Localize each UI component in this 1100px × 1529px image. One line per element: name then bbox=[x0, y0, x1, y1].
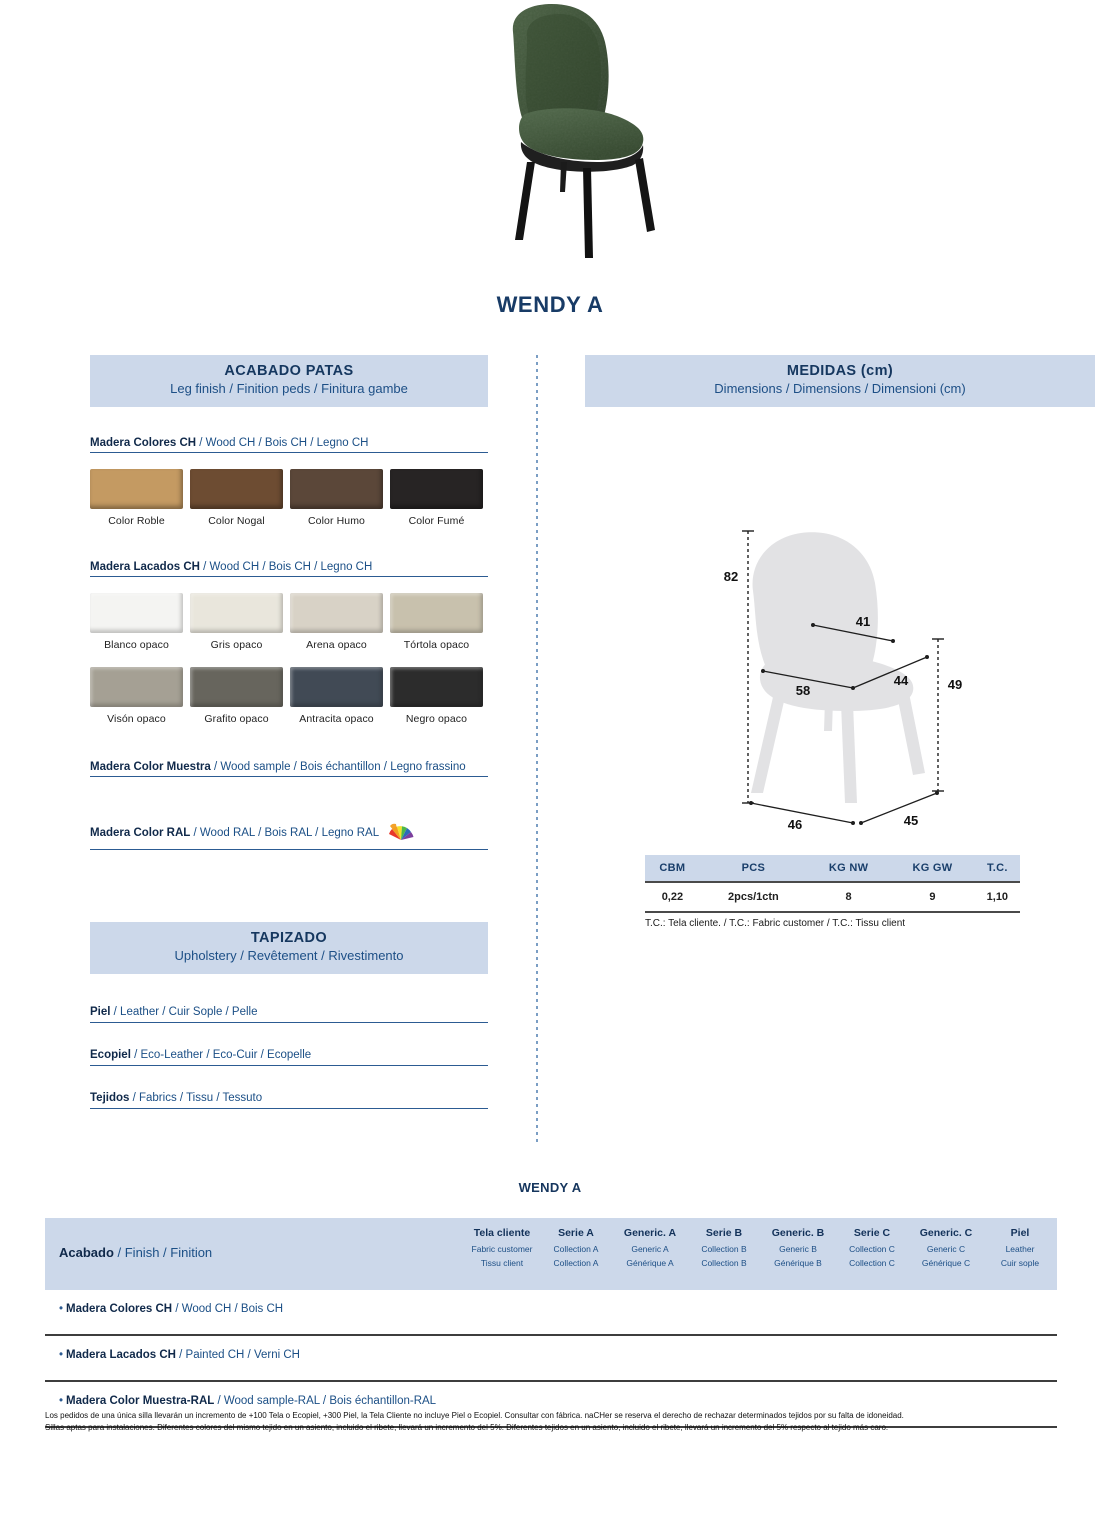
swatch-item[interactable] bbox=[290, 667, 383, 725]
upholstery-tejidos-bold: Tejidos bbox=[90, 1092, 130, 1105]
lacquer-swatch[interactable] bbox=[290, 667, 383, 707]
price-col-sub-fr: Collection B bbox=[701, 1257, 747, 1268]
lacquer-swatch[interactable] bbox=[290, 593, 383, 633]
price-row-madera-colores[interactable] bbox=[45, 1290, 1057, 1336]
upholstery-piel-rest: / Leather / Cuir Sople / Pelle bbox=[110, 1006, 258, 1019]
price-col-sub-en: Leather bbox=[1005, 1243, 1035, 1254]
price-row-label-rest: / Painted CH / Verni CH bbox=[175, 1349, 300, 1361]
medidas-title: MEDIDAS (cm) bbox=[786, 363, 894, 379]
price-col-generic-b bbox=[761, 1218, 835, 1290]
swatch-label: Arena opaco bbox=[306, 639, 367, 652]
price-column-headers bbox=[465, 1218, 1057, 1290]
swatch-item[interactable] bbox=[390, 469, 483, 527]
price-row-madera-lacados[interactable] bbox=[45, 1336, 1057, 1382]
madera-ral-heading-rest: / Wood RAL / Bois RAL / Legno RAL bbox=[190, 827, 379, 840]
chair-line-drawing bbox=[585, 473, 1085, 843]
finish-label-bold: Acabado bbox=[59, 1245, 114, 1260]
madera-muestra-heading bbox=[90, 761, 488, 777]
swatch-label: Negro opaco bbox=[405, 713, 468, 726]
shipping-header-tc: T.C. bbox=[975, 855, 1020, 882]
price-col-sub-en: Fabric customer bbox=[471, 1243, 533, 1254]
price-row-label-bold: Madera Lacados CH bbox=[66, 1349, 176, 1361]
madera-colores-heading bbox=[90, 437, 488, 453]
swatch-label: Color Roble bbox=[108, 515, 165, 528]
tapizado-subtitle: Upholstery / Revêtement / Rivestimento bbox=[174, 948, 404, 964]
medidas-subtitle: Dimensions / Dimensions / Dimensioni (cm) bbox=[714, 381, 966, 397]
footer-line-1: Los pedidos de una única silla llevarán un incremento de +100 Tela o Ecopiel, +300 Piel, la Tela Cliente no incluye Piel o Ecopiel. Consultar con fábrica. naCHer se reserva el derecho de rechazar determinados tejidos por su falta de idoneidad. bbox=[45, 1411, 904, 1420]
shipping-table-header-row bbox=[645, 855, 1020, 882]
swatch-label: Antracita opaco bbox=[299, 713, 374, 726]
wood-swatch-row bbox=[90, 469, 488, 527]
price-table-header bbox=[45, 1218, 1057, 1290]
upholstery-ecopiel-row[interactable] bbox=[90, 1049, 488, 1066]
shipping-value-kggw: 9 bbox=[890, 882, 974, 912]
lacquer-swatch-row-2 bbox=[90, 667, 488, 725]
price-col-sub-en: Collection B bbox=[701, 1243, 747, 1254]
madera-muestra-heading-bold: Madera Color Muestra bbox=[90, 761, 211, 774]
lacquer-swatch[interactable] bbox=[390, 593, 483, 633]
price-col-title: Serie C bbox=[853, 1227, 891, 1239]
swatch-label: Color Nogal bbox=[208, 515, 265, 528]
wood-swatch[interactable] bbox=[390, 469, 483, 509]
measure-46: 46 bbox=[787, 817, 803, 833]
dimensions-column bbox=[585, 355, 1095, 929]
swatch-label: Visón opaco bbox=[107, 713, 166, 726]
shipping-value-pcs: 2pcs/1ctn bbox=[700, 882, 807, 912]
swatch-label: Grafito opaco bbox=[204, 713, 269, 726]
wood-swatch[interactable] bbox=[190, 469, 283, 509]
swatch-item[interactable] bbox=[390, 593, 483, 651]
swatch-label: Color Humo bbox=[307, 515, 366, 528]
price-col-title: Piel bbox=[1010, 1227, 1030, 1239]
measure-49: 49 bbox=[947, 677, 963, 693]
lacquer-swatch[interactable] bbox=[90, 667, 183, 707]
price-col-title: Generic. C bbox=[919, 1227, 973, 1239]
swatch-item[interactable] bbox=[190, 593, 283, 651]
shipping-header-kggw: KG GW bbox=[890, 855, 974, 882]
price-col-title: Serie A bbox=[558, 1227, 594, 1239]
bottom-product-title: WENDY A bbox=[518, 1180, 582, 1195]
price-col-sub-fr: Collection A bbox=[553, 1257, 599, 1268]
price-col-serie-b bbox=[687, 1218, 761, 1290]
price-col-sub-en: Generic B bbox=[779, 1243, 817, 1254]
upholstery-tejidos-row[interactable] bbox=[90, 1092, 488, 1109]
acabado-patas-title: ACABADO PATAS bbox=[224, 363, 354, 379]
upholstery-piel-bold: Piel bbox=[90, 1006, 111, 1019]
acabado-patas-subtitle: Leg finish / Finition peds / Finitura gambe bbox=[170, 381, 408, 397]
bullet-icon: • bbox=[59, 1349, 64, 1361]
price-col-piel bbox=[983, 1218, 1057, 1290]
shipping-value-tc: 1,10 bbox=[975, 882, 1020, 912]
shipping-table-row bbox=[645, 882, 1020, 912]
upholstery-ecopiel-rest: / Eco-Leather / Eco-Cuir / Ecopelle bbox=[130, 1049, 312, 1062]
product-photo bbox=[0, 0, 1100, 275]
price-row-label bbox=[59, 1303, 283, 1315]
swatch-item[interactable] bbox=[190, 667, 283, 725]
upholstery-ecopiel-bold: Ecopiel bbox=[90, 1049, 131, 1062]
leg-finish-column bbox=[90, 355, 488, 1109]
price-col-sub-fr: Cuir sople bbox=[1000, 1257, 1040, 1268]
lacquer-swatch[interactable] bbox=[90, 593, 183, 633]
madera-lacados-heading bbox=[90, 561, 488, 577]
madera-ral-heading bbox=[90, 821, 488, 850]
swatch-item[interactable] bbox=[90, 469, 183, 527]
chair-photo-image bbox=[465, 2, 695, 262]
madera-colores-heading-rest: / Wood CH / Bois CH / Legno CH bbox=[196, 437, 369, 450]
swatch-item[interactable] bbox=[90, 593, 183, 651]
bullet-icon: • bbox=[59, 1303, 64, 1315]
shipping-header-kgnw: KG NW bbox=[807, 855, 890, 882]
measure-44: 44 bbox=[893, 673, 909, 689]
lacquer-swatch[interactable] bbox=[190, 667, 283, 707]
measure-45: 45 bbox=[903, 813, 919, 829]
price-col-title: Generic. A bbox=[623, 1227, 677, 1239]
swatch-item[interactable] bbox=[290, 593, 383, 651]
shipping-value-kgnw: 8 bbox=[807, 882, 890, 912]
swatch-item[interactable] bbox=[190, 469, 283, 527]
price-col-title: Generic. B bbox=[771, 1227, 825, 1239]
price-row-label bbox=[59, 1349, 300, 1361]
lacquer-swatch-row-1 bbox=[90, 593, 488, 651]
shipping-header-cbm: CBM bbox=[645, 855, 700, 882]
madera-colores-heading-bold: Madera Colores CH bbox=[90, 437, 197, 450]
finish-column-label bbox=[59, 1245, 212, 1260]
price-col-sub-en: Generic A bbox=[631, 1243, 669, 1254]
price-col-sub-en: Collection A bbox=[553, 1243, 599, 1254]
wood-swatch[interactable] bbox=[290, 469, 383, 509]
footer-line-2: Sillas aptas para instalaciones. Diferentes colores del mismo tejido en un asiento, incluido el ribete, llevará un incremento del 5%. Diferentes tejidos en un asiento, incluido el ribete, llevará un incremento del 5% respecto al tejido más caro. bbox=[45, 1423, 889, 1433]
tapizado-banner bbox=[90, 922, 488, 974]
madera-muestra-heading-rest: / Wood sample / Bois échantillon / Legno frassino bbox=[210, 761, 466, 774]
swatch-label: Color Fumé bbox=[408, 515, 465, 528]
finish-label-rest: / Finish / Finition bbox=[113, 1245, 213, 1260]
color-fan-icon bbox=[388, 821, 414, 846]
price-row-label-bold: Madera Color Muestra-RAL bbox=[66, 1395, 215, 1407]
price-row-label bbox=[59, 1395, 436, 1407]
tapizado-title: TAPIZADO bbox=[250, 930, 328, 947]
price-col-sub-en: Generic C bbox=[926, 1243, 966, 1254]
price-col-sub-fr: Collection C bbox=[849, 1257, 895, 1268]
upholstery-tejidos-rest: / Fabrics / Tissu / Tessuto bbox=[129, 1092, 263, 1105]
price-col-sub-en: Collection C bbox=[849, 1243, 895, 1254]
price-row-label-rest: / Wood CH / Bois CH bbox=[172, 1303, 284, 1315]
footer-disclaimer bbox=[45, 1410, 1057, 1435]
lacquer-swatch[interactable] bbox=[390, 667, 483, 707]
swatch-label: Gris opaco bbox=[210, 639, 263, 652]
swatch-item[interactable] bbox=[390, 667, 483, 725]
swatch-item[interactable] bbox=[290, 469, 383, 527]
shipping-header-pcs: PCS bbox=[700, 855, 807, 882]
madera-ral-heading-bold: Madera Color RAL bbox=[90, 827, 191, 840]
price-col-serie-a bbox=[539, 1218, 613, 1290]
price-col-sub-fr: Générique B bbox=[774, 1257, 822, 1268]
upholstery-piel-row[interactable] bbox=[90, 1006, 488, 1023]
lacquer-swatch[interactable] bbox=[190, 593, 283, 633]
dimension-drawing bbox=[585, 473, 1095, 843]
price-col-title: Serie B bbox=[705, 1227, 743, 1239]
price-col-serie-c bbox=[835, 1218, 909, 1290]
measure-41: 41 bbox=[855, 614, 871, 630]
page-title: WENDY A bbox=[496, 292, 604, 317]
medidas-banner bbox=[585, 355, 1095, 407]
bullet-icon: • bbox=[59, 1395, 64, 1407]
swatch-label: Blanco opaco bbox=[104, 639, 169, 652]
measure-58: 58 bbox=[795, 683, 811, 699]
shipping-table-note: T.C.: Tela cliente. / T.C.: Fabric customer / T.C.: Tissu client bbox=[645, 918, 906, 930]
swatch-item[interactable] bbox=[90, 667, 183, 725]
price-col-sub-fr: Générique A bbox=[626, 1257, 674, 1268]
shipping-table bbox=[645, 855, 1020, 913]
price-row-label-bold: Madera Colores CH bbox=[66, 1303, 173, 1315]
price-col-tela-cliente bbox=[465, 1218, 539, 1290]
column-divider bbox=[536, 355, 538, 1145]
wood-swatch[interactable] bbox=[90, 469, 183, 509]
price-col-sub-fr: Tissu client bbox=[480, 1257, 524, 1268]
madera-lacados-heading-bold: Madera Lacados CH bbox=[90, 561, 200, 574]
madera-lacados-heading-rest: / Wood CH / Bois CH / Legno CH bbox=[199, 561, 373, 574]
acabado-patas-banner bbox=[90, 355, 488, 407]
measure-82: 82 bbox=[723, 569, 739, 585]
price-row-label-rest: / Wood sample-RAL / Bois échantillon-RAL bbox=[214, 1395, 437, 1407]
price-col-generic-a bbox=[613, 1218, 687, 1290]
shipping-value-cbm: 0,22 bbox=[645, 882, 700, 912]
price-col-generic-c bbox=[909, 1218, 983, 1290]
swatch-label: Tórtola opaco bbox=[403, 639, 470, 652]
price-col-sub-fr: Générique C bbox=[921, 1257, 971, 1268]
price-table bbox=[45, 1218, 1057, 1428]
price-col-title: Tela cliente bbox=[473, 1227, 531, 1239]
